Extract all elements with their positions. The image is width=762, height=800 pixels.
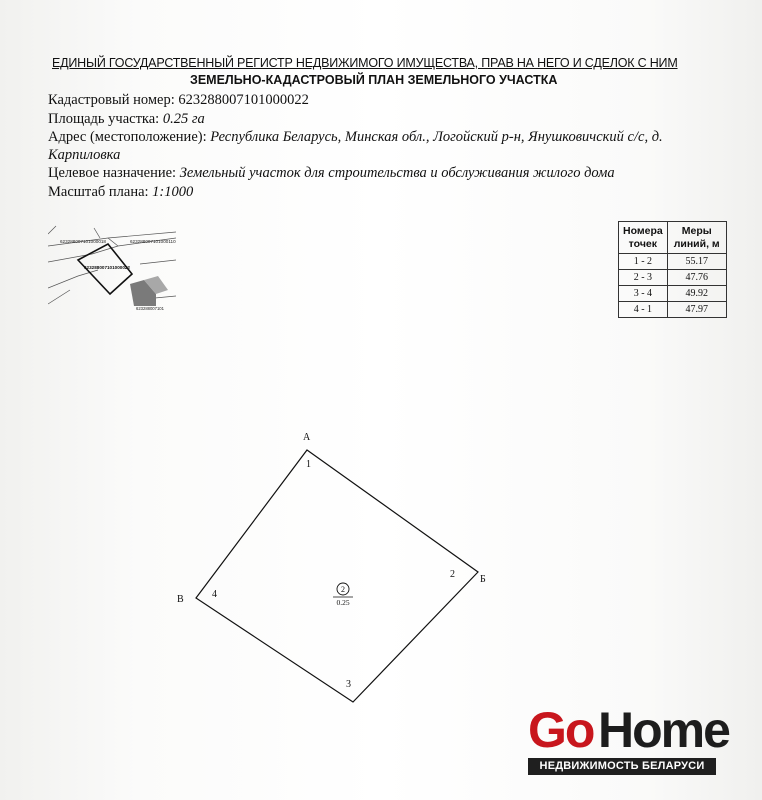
inset-label-top-left: 623288007101000018 [60,239,106,244]
logo-tagline: НЕДВИЖИМОСТЬ БЕЛАРУСИ [528,758,716,775]
parcel-number: 2 [341,585,345,594]
point-number-2: 2 [450,569,455,580]
length-cell: 47.97 [667,302,726,318]
scale-label: Масштаб плана: [48,184,149,200]
purpose-label: Целевое назначение: [48,165,177,181]
points-cell: 3 - 4 [619,286,668,302]
area-label: Площадь участка: [48,111,160,127]
address-value-continued: Карпиловка [48,147,121,163]
address-value: Республика Беларусь, Минская обл., Логойский р-н, Янушковичский с/с, д. [210,129,663,145]
logo-home-text: Home [598,702,729,758]
corner-letter-b: Б [480,574,486,585]
address-label: Адрес (местоположение): [48,129,207,145]
cadastral-number-label: Кадастровый номер: [48,92,175,108]
registry-title: ЕДИНЫЙ ГОСУДАРСТВЕННЫЙ РЕГИСТР НЕДВИЖИМОГО ИМУЩЕСТВА, ПРАВ НА НЕГО И СДЕЛОК С НИМ [52,56,678,70]
column-header-lengths: Меры линий, м [667,222,726,254]
length-cell: 49.92 [667,286,726,302]
inset-label-center: 623288007101000022 [84,265,130,270]
length-cell: 55.17 [667,254,726,270]
inset-label-top-right: 623288007101000110 [130,239,176,244]
column-header-points: Номера точек [619,222,668,254]
logo-go-text: Go [528,702,594,758]
point-number-4: 4 [212,589,217,600]
points-cell: 1 - 2 [619,254,668,270]
purpose-value: Земельный участок для строительства и обслуживания жилого дома [179,165,615,181]
length-cell: 47.76 [667,270,726,286]
points-cell: 2 - 3 [619,270,668,286]
plan-title: ЗЕМЕЛЬНО-КАДАСТРОВЫЙ ПЛАН ЗЕМЕЛЬНОГО УЧАСТКА [190,73,558,87]
gohome-logo [528,702,729,775]
point-number-1: 1 [306,459,311,470]
point-number-3: 3 [346,679,351,690]
cadastral-number-value: 623288007101000022 [178,92,309,108]
parcel-area-label: 0.25 [336,598,350,607]
corner-letter-v: В [177,594,184,605]
inset-label-bottom: 623288007101 [136,306,164,311]
points-cell: 4 - 1 [619,302,668,318]
area-value: 0.25 га [162,111,205,127]
scale-value: 1:1000 [152,184,194,200]
parcel-boundary [196,450,478,702]
corner-letter-a: А [303,432,311,443]
